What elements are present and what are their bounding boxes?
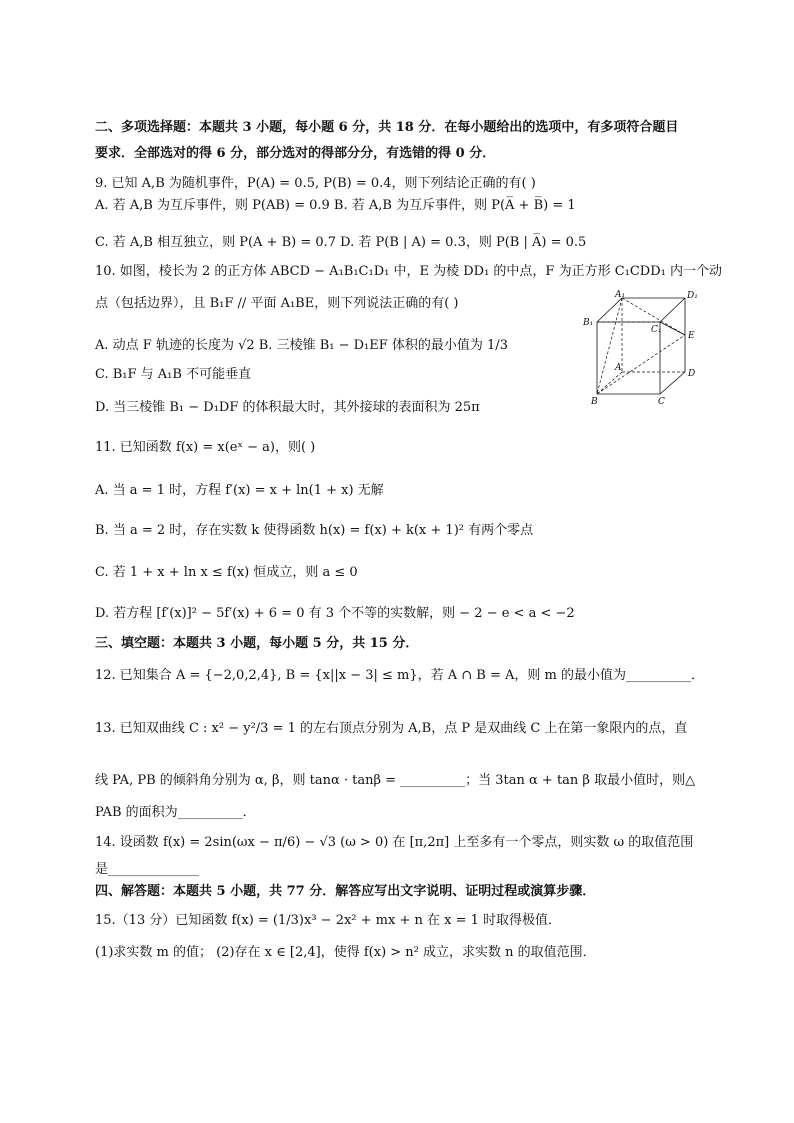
text-line-q14_a: 14. 设函数 f(x) = 2sin(ωx − π/6) − √3 (ω > 0) 在 [π,2π] 上至多有一个零点，则实数 ω 的取值范围 bbox=[95, 835, 694, 850]
text-line-q9_cd: C. 若 A,B 相互独立，则 P(A + B) = 0.7 D. 若 P(B | A) = 0.3，则 P(B | A̅) = 0.5 bbox=[95, 235, 587, 250]
text-line-q13_c: PAB 的面积为__________． bbox=[95, 805, 256, 820]
text-line-sec4: 四、解答题：本题共 5 小题，共 77 分．解答应写出文字说明、证明过程或演算步骤． bbox=[95, 884, 596, 899]
label-B: B bbox=[591, 397, 598, 407]
cube-figure bbox=[575, 290, 705, 410]
label-C1: C₁ bbox=[651, 325, 662, 335]
text-line-q14_b: 是______________ bbox=[95, 862, 200, 877]
text-line-q9_ab: A. 若 A,B 为互斥事件，则 P(AB) = 0.9 B. 若 A,B 为互斥事件，则 P(A̅ + B̅) = 1 bbox=[95, 198, 576, 213]
text-line-sec2_b: 要求．全部选对的得 6 分，部分选对的得部分分，有选错的得 0 分． bbox=[95, 146, 496, 161]
label-D1: D₁ bbox=[687, 291, 698, 301]
label-C: C bbox=[658, 397, 665, 407]
text-line-q11_a: A. 当 a = 1 时，方程 f′(x) = x + ln(1 + x) 无解 bbox=[95, 483, 384, 498]
text-line-q9: 9. 已知 A,B 为随机事件，P(A) = 0.5, P(B) = 0.4，则下列结论正确的有( ) bbox=[95, 176, 536, 191]
text-line-q10_ab: A. 动点 F 轨迹的长度为 √2 B. 三棱锥 B₁ − D₁EF 体积的最小值为 1/3 bbox=[95, 338, 508, 353]
label-A: A bbox=[615, 363, 622, 373]
text-line-sec2_a: 二、多项选择题：本题共 3 小题，每小题 6 分，共 18 分．在每小题给出的选项中，有多项符合题目 bbox=[95, 120, 679, 135]
label-D: D bbox=[688, 369, 696, 379]
text-line-q10_b: 点（包括边界），且 B₁F // 平面 A₁BE，则下列说法正确的有( ) bbox=[95, 296, 459, 311]
text-line-q10_d: D. 当三棱锥 B₁ − D₁DF 的体积最大时，其外接球的表面积为 25π bbox=[95, 400, 480, 415]
text-line-q10_a: 10. 如图，棱长为 2 的正方体 ABCD − A₁B₁C₁D₁ 中，E 为棱 DD₁ 的中点，F 为正方形 C₁CDD₁ 内一个动 bbox=[95, 264, 722, 279]
text-line-q15_sub: (1)求实数 m 的值； (2)存在 x ∈ [2,4]，使得 f(x) > n² 成立，求实数 n 的取值范围． bbox=[95, 945, 596, 960]
text-line-q11_d: D. 若方程 [f′(x)]² − 5f′(x) + 6 = 0 有 3 个不等的实数解，则 − 2 − e < a < −2 bbox=[95, 606, 575, 621]
text-line-sec3: 三、填空题：本题共 3 小题，每小题 5 分，共 15 分． bbox=[95, 636, 419, 651]
text-line-q10_c: C. B₁F 与 A₁B 不可能垂直 bbox=[95, 367, 252, 382]
text-line-q11_c: C. 若 1 + x + ln x ≤ f(x) 恒成立，则 a ≤ 0 bbox=[95, 565, 358, 580]
text-line-q13_a: 13. 已知双曲线 C : x² − y²/3 = 1 的左右顶点分别为 A,B，点 P 是双曲线 C 上在第一象限内的点，直 bbox=[95, 721, 688, 736]
label-A1: A₁ bbox=[615, 290, 626, 300]
label-B1: B₁ bbox=[583, 318, 594, 328]
text-line-q13_b: 线 PA, PB 的倾斜角分别为 α, β，则 tanα · tanβ = __________；当 3tan α + tan β 取最小值时，则△ bbox=[95, 773, 696, 788]
text-line-q12: 12. 已知集合 A = {−2,0,2,4}, B = {x||x − 3| ≤ m}，若 A ∩ B = A，则 m 的最小值为__________． bbox=[95, 668, 705, 683]
text-line-q11: 11. 已知函数 f(x) = x(eˣ − a)，则( ) bbox=[95, 440, 316, 455]
text-line-q11_b: B. 当 a = 2 时，存在实数 k 使得函数 h(x) = f(x) + k(x + 1)² 有两个零点 bbox=[95, 523, 534, 538]
label-E: E bbox=[688, 331, 695, 341]
text-line-q15: 15.（13 分）已知函数 f(x) = (1/3)x³ − 2x² + mx + n 在 x = 1 时取得极值． bbox=[95, 913, 562, 928]
